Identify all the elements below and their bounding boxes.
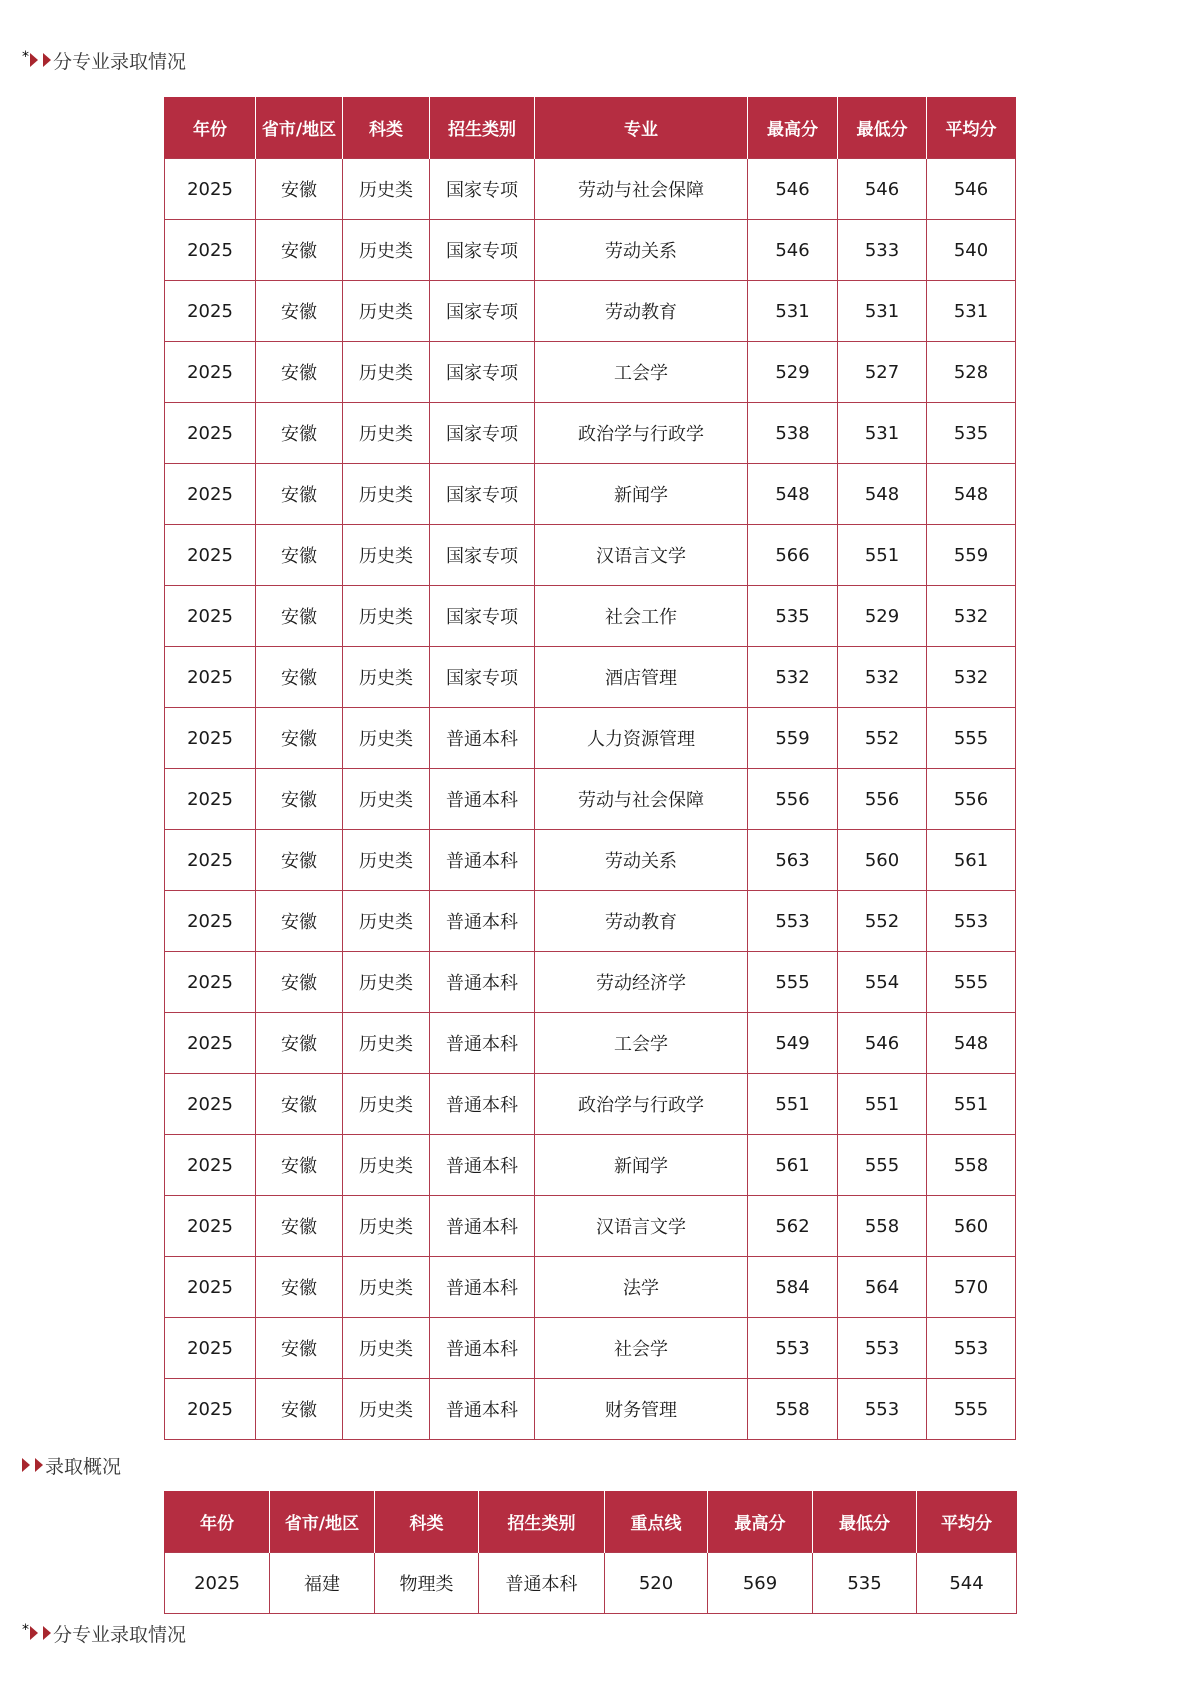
cell-year: 2025 xyxy=(165,1318,256,1379)
cell-province: 安徽 xyxy=(256,1135,343,1196)
table-row xyxy=(165,1318,1016,1379)
cell-avg-score: 551 xyxy=(927,1074,1016,1135)
section-title-text: 分专业录取情况 xyxy=(53,1623,187,1646)
cell-avg-score: 555 xyxy=(927,952,1016,1013)
cell-enrollment-type: 普通本科 xyxy=(479,1553,605,1614)
cell-year: 2025 xyxy=(165,769,256,830)
cell-enrollment-type: 普通本科 xyxy=(430,952,535,1013)
cell-province: 安徽 xyxy=(256,159,343,220)
cell-min-score: 548 xyxy=(838,464,927,525)
cell-max-score: 569 xyxy=(708,1553,813,1614)
cell-year: 2025 xyxy=(165,159,256,220)
cell-year: 2025 xyxy=(165,1196,256,1257)
cell-max-score: 546 xyxy=(748,220,838,281)
cell-max-score: 556 xyxy=(748,769,838,830)
cell-max-score: 549 xyxy=(748,1013,838,1074)
cell-major: 劳动与社会保障 xyxy=(535,769,748,830)
col-header-major: 专业 xyxy=(535,97,748,159)
table-row xyxy=(165,281,1016,342)
triangle-bullet-icon xyxy=(43,53,51,67)
cell-major: 酒店管理 xyxy=(535,647,748,708)
cell-max-score: 535 xyxy=(748,586,838,647)
table-row xyxy=(165,1379,1016,1440)
cell-year: 2025 xyxy=(165,830,256,891)
table-row xyxy=(165,464,1016,525)
cell-max-score: 563 xyxy=(748,830,838,891)
cell-enrollment-type: 国家专项 xyxy=(430,342,535,403)
col-header-min-score: 最低分 xyxy=(838,97,927,159)
cell-enrollment-type: 普通本科 xyxy=(430,1013,535,1074)
cell-subject-type: 历史类 xyxy=(343,1196,430,1257)
cell-province: 安徽 xyxy=(256,647,343,708)
cell-subject-type: 历史类 xyxy=(343,1318,430,1379)
cell-subject-type: 历史类 xyxy=(343,891,430,952)
cell-min-score: 531 xyxy=(838,281,927,342)
cell-avg-score: 553 xyxy=(927,1318,1016,1379)
cell-year: 2025 xyxy=(165,342,256,403)
cell-subject-type: 历史类 xyxy=(343,220,430,281)
cell-min-score: 532 xyxy=(838,647,927,708)
cell-subject-type: 历史类 xyxy=(343,1135,430,1196)
table-row xyxy=(165,220,1016,281)
table-row xyxy=(165,952,1016,1013)
cell-major: 劳动教育 xyxy=(535,891,748,952)
cell-subject-type: 历史类 xyxy=(343,464,430,525)
table-row xyxy=(165,403,1016,464)
col-header-year: 年份 xyxy=(165,1491,270,1553)
cell-enrollment-type: 国家专项 xyxy=(430,586,535,647)
cell-major: 劳动关系 xyxy=(535,830,748,891)
table-row xyxy=(165,525,1016,586)
cell-avg-score: 548 xyxy=(927,464,1016,525)
cell-enrollment-type: 普通本科 xyxy=(430,891,535,952)
cell-max-score: 529 xyxy=(748,342,838,403)
section-title-text: 分专业录取情况 xyxy=(53,50,187,73)
cell-enrollment-type: 普通本科 xyxy=(430,708,535,769)
cell-year: 2025 xyxy=(165,1013,256,1074)
cell-max-score: 566 xyxy=(748,525,838,586)
cell-subject-type: 历史类 xyxy=(343,586,430,647)
cell-enrollment-type: 国家专项 xyxy=(430,525,535,586)
table-header-row xyxy=(165,97,1016,159)
cell-avg-score: 540 xyxy=(927,220,1016,281)
cell-subject-type: 历史类 xyxy=(343,830,430,891)
triangle-bullet-icon xyxy=(22,1458,30,1472)
triangle-bullet-icon xyxy=(43,1626,51,1640)
cell-avg-score: 546 xyxy=(927,159,1016,220)
cell-avg-score: 559 xyxy=(927,525,1016,586)
cell-year: 2025 xyxy=(165,647,256,708)
triangle-bullet-icon xyxy=(30,1626,38,1640)
cell-year: 2025 xyxy=(165,1257,256,1318)
col-header-avg-score: 平均分 xyxy=(917,1491,1017,1553)
cell-avg-score: 560 xyxy=(927,1196,1016,1257)
cell-subject-type: 历史类 xyxy=(343,525,430,586)
cell-major: 社会工作 xyxy=(535,586,748,647)
table-row xyxy=(165,342,1016,403)
cell-min-score: 554 xyxy=(838,952,927,1013)
col-header-subject-type: 科类 xyxy=(343,97,430,159)
cell-province: 安徽 xyxy=(256,1257,343,1318)
table-row xyxy=(165,647,1016,708)
cell-max-score: 553 xyxy=(748,1318,838,1379)
cell-avg-score: 570 xyxy=(927,1257,1016,1318)
cell-enrollment-type: 国家专项 xyxy=(430,403,535,464)
cell-province: 安徽 xyxy=(256,281,343,342)
cell-max-score: 531 xyxy=(748,281,838,342)
cell-enrollment-type: 国家专项 xyxy=(430,464,535,525)
cell-max-score: 584 xyxy=(748,1257,838,1318)
cell-min-score: 553 xyxy=(838,1379,927,1440)
cell-province: 安徽 xyxy=(256,1013,343,1074)
cell-province: 安徽 xyxy=(256,952,343,1013)
cell-min-score: 555 xyxy=(838,1135,927,1196)
cell-enrollment-type: 国家专项 xyxy=(430,159,535,220)
section-heading-admission-overview xyxy=(22,1452,121,1478)
table-row xyxy=(165,1135,1016,1196)
table-body xyxy=(165,1553,1017,1614)
cell-province: 福建 xyxy=(270,1553,375,1614)
cell-min-score: 556 xyxy=(838,769,927,830)
cell-avg-score: 561 xyxy=(927,830,1016,891)
cell-enrollment-type: 普通本科 xyxy=(430,1135,535,1196)
col-header-subject-type: 科类 xyxy=(375,1491,479,1553)
cell-max-score: 561 xyxy=(748,1135,838,1196)
col-header-max-score: 最高分 xyxy=(748,97,838,159)
cell-province: 安徽 xyxy=(256,1318,343,1379)
cell-avg-score: 548 xyxy=(927,1013,1016,1074)
table-header-row xyxy=(165,1491,1017,1553)
cell-year: 2025 xyxy=(165,525,256,586)
cell-major: 工会学 xyxy=(535,342,748,403)
cell-min-score: 551 xyxy=(838,1074,927,1135)
cell-major: 汉语言文学 xyxy=(535,1196,748,1257)
table-row xyxy=(165,708,1016,769)
cell-max-score: 532 xyxy=(748,647,838,708)
cell-key-line: 520 xyxy=(605,1553,708,1614)
triangle-bullet-icon xyxy=(35,1458,43,1472)
cell-max-score: 553 xyxy=(748,891,838,952)
cell-province: 安徽 xyxy=(256,464,343,525)
col-header-key-line: 重点线 xyxy=(605,1491,708,1553)
cell-min-score: 531 xyxy=(838,403,927,464)
cell-enrollment-type: 普通本科 xyxy=(430,830,535,891)
cell-subject-type: 历史类 xyxy=(343,159,430,220)
cell-province: 安徽 xyxy=(256,830,343,891)
col-header-avg-score: 平均分 xyxy=(927,97,1016,159)
cell-avg-score: 555 xyxy=(927,1379,1016,1440)
cell-major: 劳动关系 xyxy=(535,220,748,281)
cell-major: 社会学 xyxy=(535,1318,748,1379)
cell-avg-score: 544 xyxy=(917,1553,1017,1614)
cell-province: 安徽 xyxy=(256,891,343,952)
cell-avg-score: 531 xyxy=(927,281,1016,342)
table-row xyxy=(165,769,1016,830)
cell-major: 新闻学 xyxy=(535,1135,748,1196)
cell-min-score: 558 xyxy=(838,1196,927,1257)
cell-year: 2025 xyxy=(165,586,256,647)
cell-province: 安徽 xyxy=(256,1074,343,1135)
cell-enrollment-type: 国家专项 xyxy=(430,647,535,708)
cell-year: 2025 xyxy=(165,464,256,525)
admission-overview-table xyxy=(164,1491,1017,1614)
cell-province: 安徽 xyxy=(256,769,343,830)
cell-avg-score: 528 xyxy=(927,342,1016,403)
cell-enrollment-type: 普通本科 xyxy=(430,1196,535,1257)
cell-subject-type: 历史类 xyxy=(343,342,430,403)
cell-subject-type: 历史类 xyxy=(343,1379,430,1440)
cell-enrollment-type: 国家专项 xyxy=(430,220,535,281)
table-row xyxy=(165,1553,1017,1614)
cell-subject-type: 历史类 xyxy=(343,1013,430,1074)
cell-year: 2025 xyxy=(165,281,256,342)
asterisk-marker: * xyxy=(22,49,29,65)
cell-subject-type: 历史类 xyxy=(343,1257,430,1318)
table-row xyxy=(165,159,1016,220)
section-heading-major-admission xyxy=(22,47,186,73)
cell-province: 安徽 xyxy=(256,1379,343,1440)
cell-min-score: 552 xyxy=(838,708,927,769)
table-row xyxy=(165,830,1016,891)
cell-avg-score: 553 xyxy=(927,891,1016,952)
cell-max-score: 559 xyxy=(748,708,838,769)
cell-max-score: 558 xyxy=(748,1379,838,1440)
cell-major: 劳动与社会保障 xyxy=(535,159,748,220)
table-row xyxy=(165,1257,1016,1318)
cell-min-score: 546 xyxy=(838,159,927,220)
cell-avg-score: 555 xyxy=(927,708,1016,769)
col-header-enrollment-type: 招生类别 xyxy=(430,97,535,159)
table-row xyxy=(165,1196,1016,1257)
cell-subject-type: 历史类 xyxy=(343,647,430,708)
cell-max-score: 551 xyxy=(748,1074,838,1135)
cell-subject-type: 历史类 xyxy=(343,952,430,1013)
table-body xyxy=(165,159,1016,1440)
cell-max-score: 548 xyxy=(748,464,838,525)
cell-subject-type: 历史类 xyxy=(343,281,430,342)
cell-province: 安徽 xyxy=(256,1196,343,1257)
cell-year: 2025 xyxy=(165,1379,256,1440)
cell-year: 2025 xyxy=(165,1553,270,1614)
cell-min-score: 564 xyxy=(838,1257,927,1318)
cell-min-score: 560 xyxy=(838,830,927,891)
cell-major: 财务管理 xyxy=(535,1379,748,1440)
cell-year: 2025 xyxy=(165,220,256,281)
cell-avg-score: 535 xyxy=(927,403,1016,464)
table-row xyxy=(165,1074,1016,1135)
cell-major: 政治学与行政学 xyxy=(535,403,748,464)
cell-year: 2025 xyxy=(165,708,256,769)
cell-avg-score: 532 xyxy=(927,586,1016,647)
cell-major: 人力资源管理 xyxy=(535,708,748,769)
cell-enrollment-type: 普通本科 xyxy=(430,769,535,830)
cell-major: 新闻学 xyxy=(535,464,748,525)
cell-max-score: 546 xyxy=(748,159,838,220)
cell-min-score: 553 xyxy=(838,1318,927,1379)
cell-major: 劳动经济学 xyxy=(535,952,748,1013)
cell-province: 安徽 xyxy=(256,586,343,647)
cell-major: 汉语言文学 xyxy=(535,525,748,586)
cell-enrollment-type: 普通本科 xyxy=(430,1257,535,1318)
cell-subject-type: 物理类 xyxy=(375,1553,479,1614)
cell-min-score: 546 xyxy=(838,1013,927,1074)
col-header-year: 年份 xyxy=(165,97,256,159)
cell-major: 法学 xyxy=(535,1257,748,1318)
cell-year: 2025 xyxy=(165,1074,256,1135)
cell-enrollment-type: 普通本科 xyxy=(430,1379,535,1440)
col-header-enrollment-type: 招生类别 xyxy=(479,1491,605,1553)
cell-major: 工会学 xyxy=(535,1013,748,1074)
cell-subject-type: 历史类 xyxy=(343,1074,430,1135)
col-header-province: 省市/地区 xyxy=(256,97,343,159)
cell-min-score: 529 xyxy=(838,586,927,647)
cell-subject-type: 历史类 xyxy=(343,769,430,830)
table-row xyxy=(165,1013,1016,1074)
cell-avg-score: 556 xyxy=(927,769,1016,830)
cell-subject-type: 历史类 xyxy=(343,403,430,464)
cell-province: 安徽 xyxy=(256,525,343,586)
cell-max-score: 562 xyxy=(748,1196,838,1257)
major-admission-table xyxy=(164,97,1016,1440)
cell-min-score: 552 xyxy=(838,891,927,952)
cell-min-score: 533 xyxy=(838,220,927,281)
cell-avg-score: 558 xyxy=(927,1135,1016,1196)
col-header-min-score: 最低分 xyxy=(813,1491,917,1553)
col-header-province: 省市/地区 xyxy=(270,1491,375,1553)
cell-province: 安徽 xyxy=(256,220,343,281)
cell-subject-type: 历史类 xyxy=(343,708,430,769)
cell-year: 2025 xyxy=(165,403,256,464)
asterisk-marker: * xyxy=(22,1622,29,1638)
cell-year: 2025 xyxy=(165,1135,256,1196)
cell-major: 劳动教育 xyxy=(535,281,748,342)
cell-year: 2025 xyxy=(165,891,256,952)
col-header-max-score: 最高分 xyxy=(708,1491,813,1553)
cell-enrollment-type: 国家专项 xyxy=(430,281,535,342)
cell-province: 安徽 xyxy=(256,403,343,464)
cell-province: 安徽 xyxy=(256,708,343,769)
cell-min-score: 527 xyxy=(838,342,927,403)
section-title-text: 录取概况 xyxy=(45,1455,122,1478)
triangle-bullet-icon xyxy=(30,53,38,67)
cell-max-score: 555 xyxy=(748,952,838,1013)
cell-max-score: 538 xyxy=(748,403,838,464)
cell-enrollment-type: 普通本科 xyxy=(430,1318,535,1379)
table-row xyxy=(165,891,1016,952)
cell-enrollment-type: 普通本科 xyxy=(430,1074,535,1135)
section-heading-major-admission-2 xyxy=(22,1620,186,1646)
cell-min-score: 535 xyxy=(813,1553,917,1614)
cell-province: 安徽 xyxy=(256,342,343,403)
cell-year: 2025 xyxy=(165,952,256,1013)
table-row xyxy=(165,586,1016,647)
cell-avg-score: 532 xyxy=(927,647,1016,708)
cell-major: 政治学与行政学 xyxy=(535,1074,748,1135)
cell-min-score: 551 xyxy=(838,525,927,586)
